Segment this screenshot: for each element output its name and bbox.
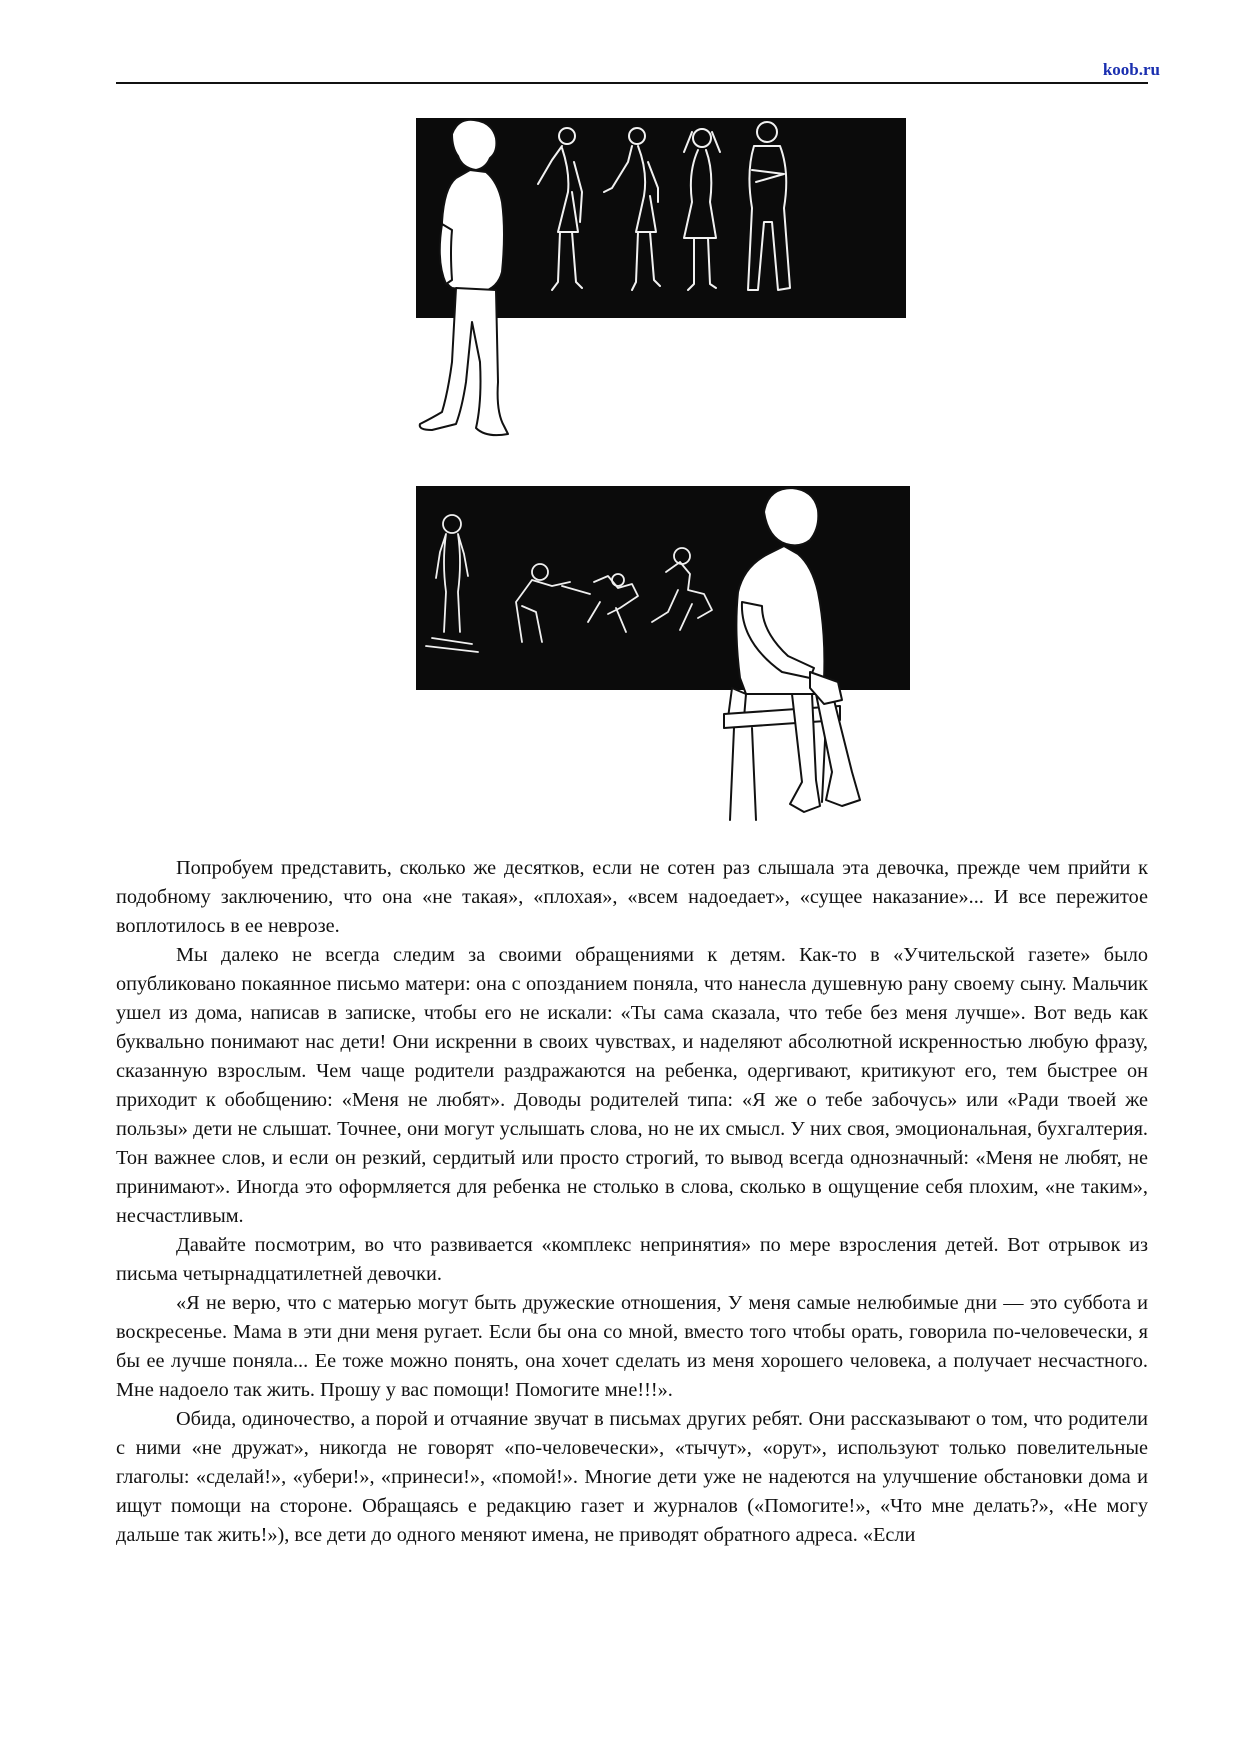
header-rule — [116, 82, 1148, 84]
body-text — [116, 854, 1148, 1550]
paragraph: Попробуем представить, сколько же десятков, если не сотен раз слышала эта девочка, прежде чем прийти к подобному заключению, что она «не такая», «плохая», «всем надоедает», «сущее наказание»... И все пережитое воплотилось в ее неврозе. — [116, 857, 1148, 937]
illustration-seated-woman — [412, 482, 920, 828]
illustration-boy-leaving — [412, 112, 912, 452]
paragraph: Давайте посмотрим, во что развивается «комплекс непринятия» по мере взросления детей. Вот отрывок из письма четырнадцатилетней девочки. — [116, 1234, 1148, 1285]
paragraph: Мы далеко не всегда следим за своими обращениями к детям. Как-то в «Учительской газете» было опубликовано покаянное письмо матери: она с опозданием поняла, что нанесла душевную рану своему сыну. Мальчик ушел из дома, написав в записке, чтобы его не искали: «Ты сама сказала, что тебе без меня лучше». Вот ведь как буквально понимают нас дети! Они искренни в своих чувствах, и наделяют абсолютной искренностью любую фразу, сказанную взрослым. Чем чаще родители раздражаются на ребенка, одергивают, критикуют его, тем быстрее он приходит к обобщению: «Меня не любят». Доводы родителей типа: «Я же о тебе забочусь» или «Ради твоей же пользы» дети не слышат. Точнее, они могут услышать слова, но не их смысл. У них своя, эмоциональная, бухгалтерия. Тон важнее слов, и если он резкий, сердитый или просто строгий, то вывод всегда однозначный: «Меня не любят, не принимают». Иногда это оформляется для ребенка не столько в слова, сколько в ощущение себя плохим, «не таким», несчастливым. — [116, 944, 1148, 1227]
site-link[interactable]: koob.ru — [1102, 60, 1160, 79]
paragraph: «Я не верю, что с матерью могут быть дружеские отношения, У меня самые нелюбимые дни — это суббота и воскресенье. Мама в эти дни меня ругает. Если бы она со мной, вместо того чтобы орать, говорила по-человечески, я бы ее лучше поняла... Ее тоже можно понять, она хочет сделать из меня хорошего человека, а получает несчастного. Мне надоело так жить. Прошу у вас помощи! Помогите мне!!!». — [116, 1292, 1148, 1401]
paragraph: Обида, одиночество, а порой и отчаяние звучат в письмах других ребят. Они рассказывают о том, что родители с ними «не дружат», никогда не говорят «по-человечески», «тычут», «орут», используют только повелительные глаголы: «сделай!», «убери!», «принеси!», «помой!». Многие дети уже не надеются на улучшение обстановки дома и ищут помощи на стороне. Обращаясь е редакцию газет и журналов («Помогите!», «Что мне делать?», «Не могу дальше так жить!»), все дети до одного меняют имена, не приводят обратного адреса. «Если — [116, 1408, 1148, 1546]
illus-bottom-background — [416, 486, 910, 690]
